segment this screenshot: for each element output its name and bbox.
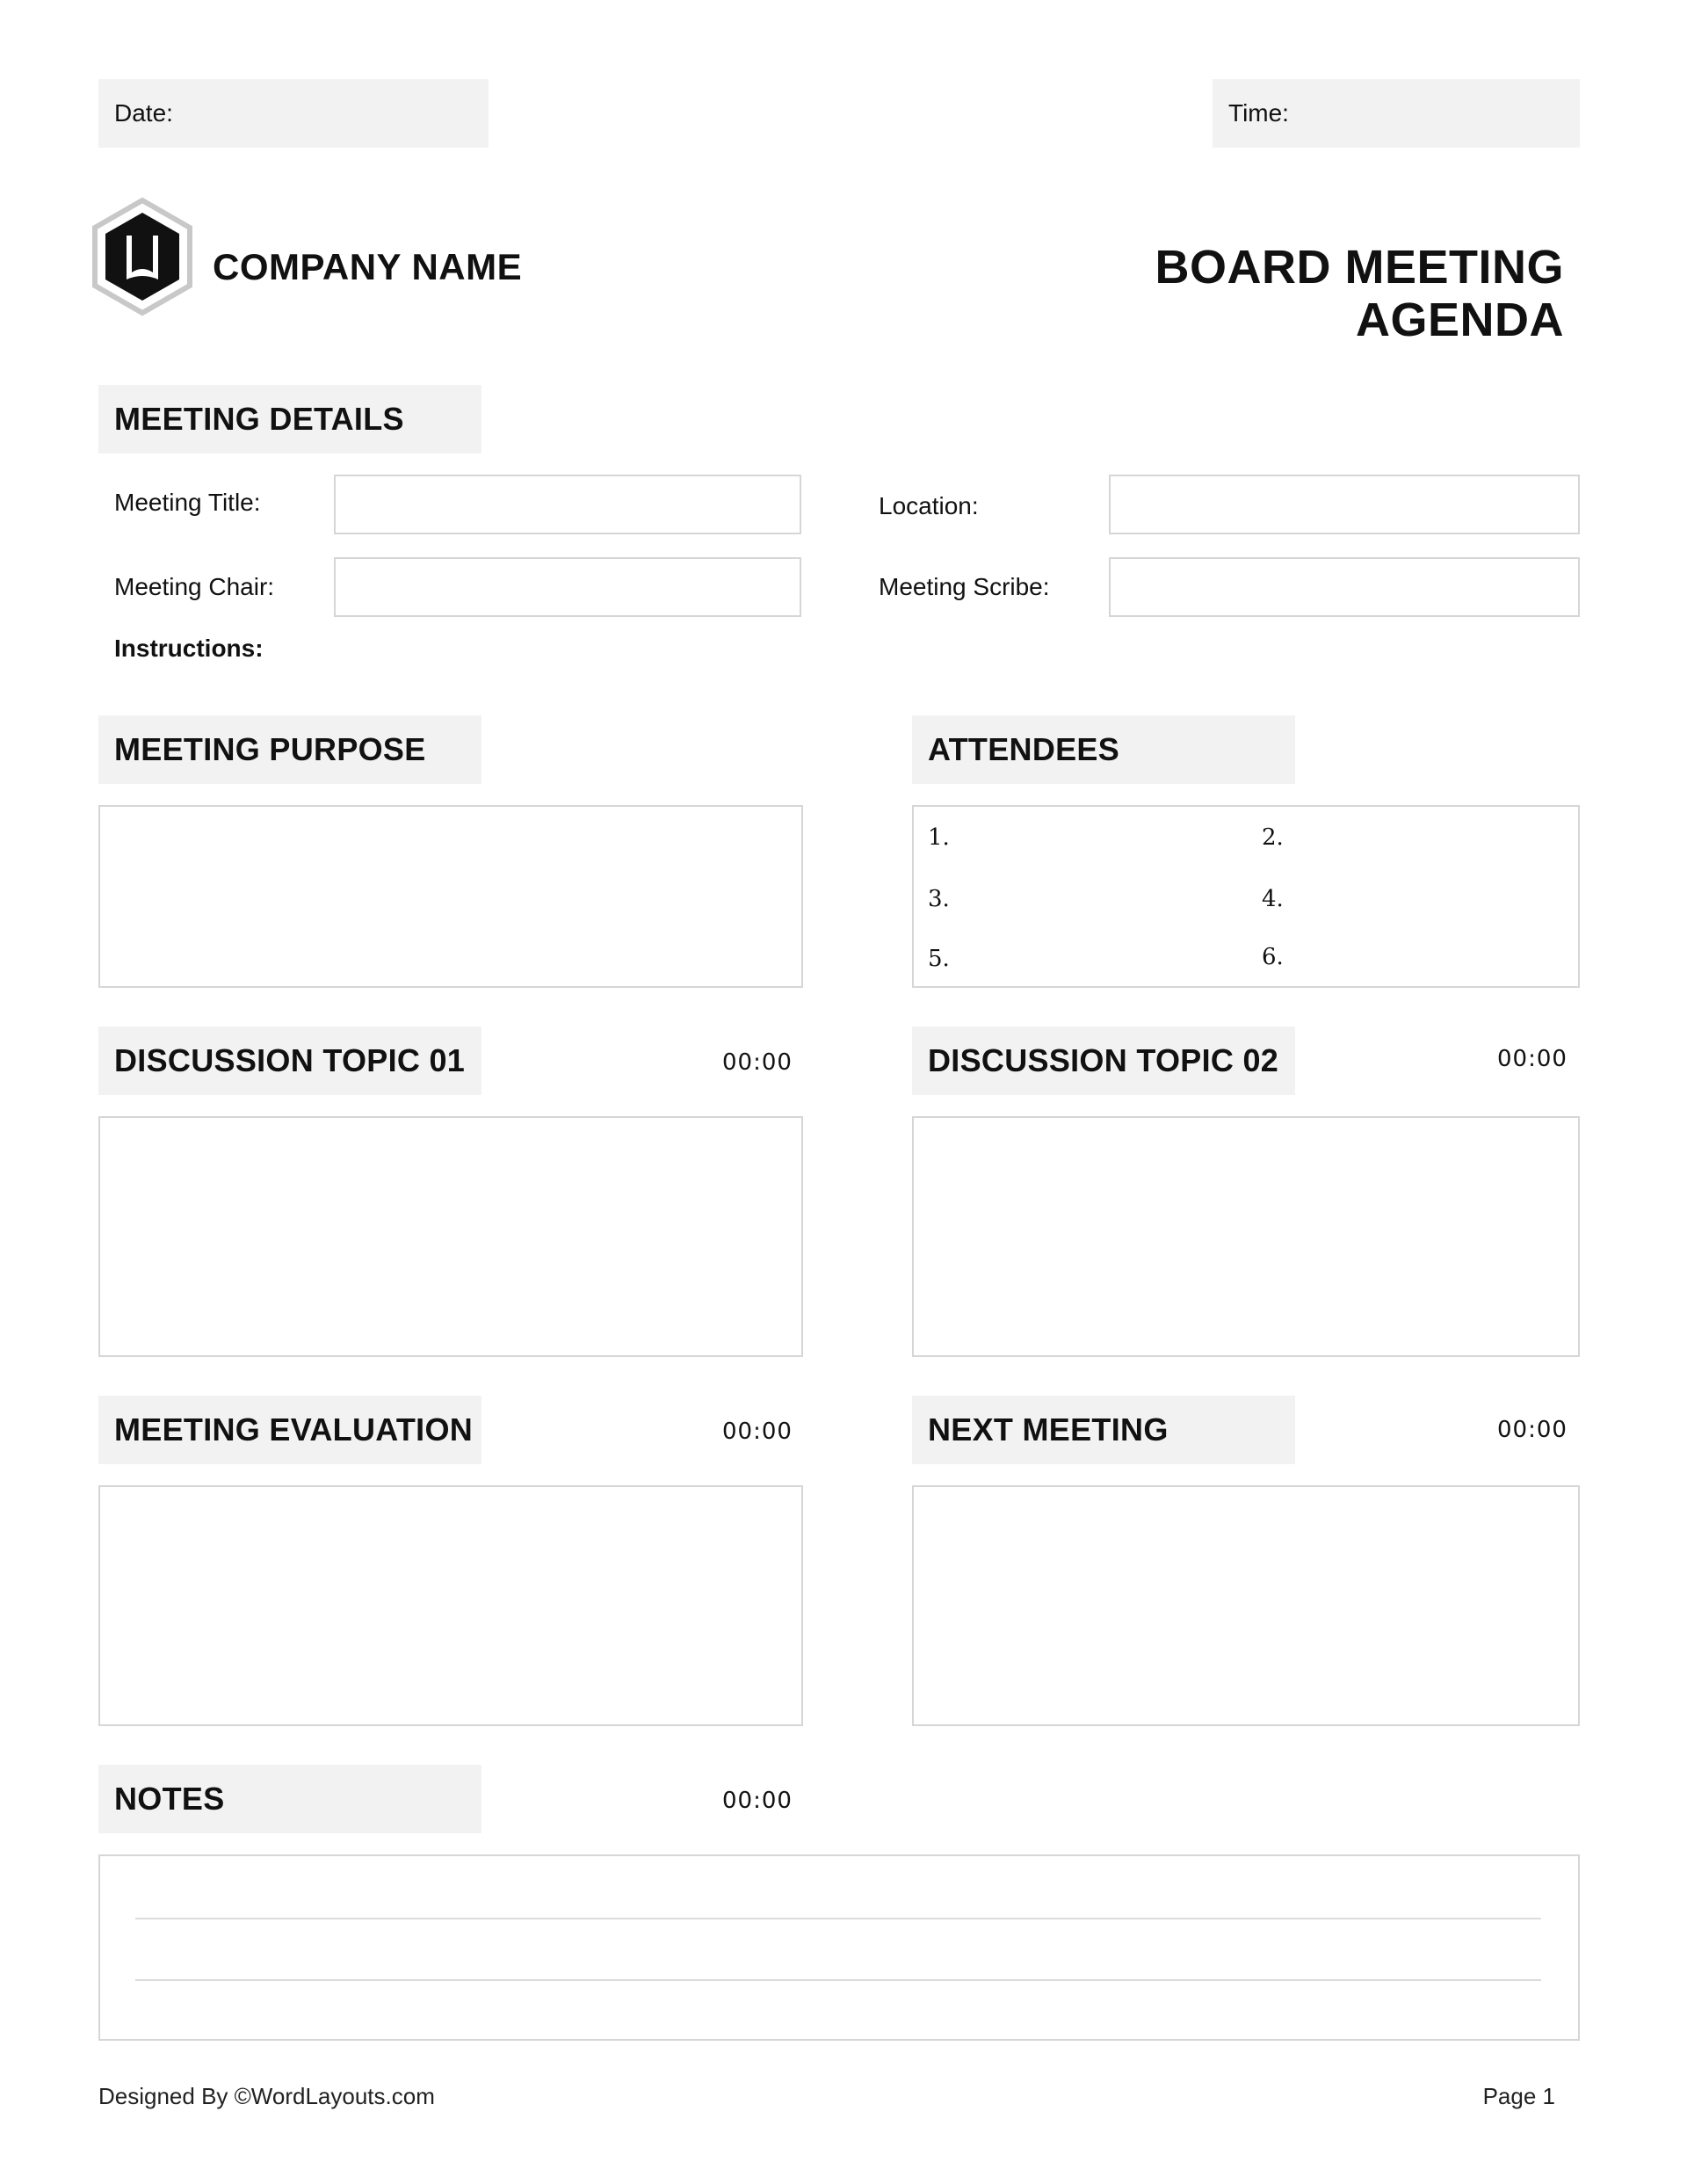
meeting-purpose-area[interactable]: [98, 805, 803, 988]
attendee-number-4: 4.: [1262, 886, 1284, 912]
instructions-label: Instructions:: [114, 635, 264, 662]
meeting-evaluation-heading: [98, 1396, 481, 1464]
attendee-number-5: 5.: [928, 946, 950, 972]
discussion-topic-01-area[interactable]: [98, 1116, 803, 1357]
discussion-topic-01-heading: [98, 1027, 481, 1095]
meeting-scribe-input[interactable]: [1109, 557, 1580, 617]
time-field[interactable]: [1213, 79, 1580, 148]
meeting-purpose-heading: [98, 715, 481, 784]
next-meeting-heading: [912, 1396, 1295, 1464]
notes-heading-text: NOTES: [114, 1781, 225, 1817]
notes-heading: [98, 1765, 481, 1833]
notes-time: 00:00: [722, 1788, 793, 1814]
hexagon-logo-icon: [88, 195, 197, 318]
notes-line-1: [135, 1918, 1541, 1919]
footer-page-number: Page 1: [1482, 2083, 1555, 2109]
next-meeting-area[interactable]: [912, 1485, 1580, 1726]
meeting-title-label: Meeting Title:: [114, 489, 261, 516]
meeting-scribe-label: Meeting Scribe:: [879, 573, 1050, 600]
footer-credit: Designed By ©WordLayouts.com: [98, 2083, 435, 2109]
meeting-purpose-heading-text: MEETING PURPOSE: [114, 731, 426, 767]
time-label: Time:: [1228, 99, 1289, 127]
location-label: Location:: [879, 492, 979, 519]
attendee-number-6: 6.: [1262, 944, 1284, 970]
next-meeting-heading-text: NEXT MEETING: [928, 1411, 1169, 1448]
discussion-topic-02-heading-text: DISCUSSION TOPIC 02: [928, 1042, 1279, 1078]
attendee-number-2: 2.: [1262, 824, 1284, 851]
meeting-chair-input[interactable]: [334, 557, 801, 617]
attendees-area[interactable]: [912, 805, 1580, 988]
date-field[interactable]: [98, 79, 489, 148]
discussion-topic-01-time: 00:00: [722, 1049, 793, 1076]
discussion-topic-02-area[interactable]: [912, 1116, 1580, 1357]
meeting-evaluation-area[interactable]: [98, 1485, 803, 1726]
location-input[interactable]: [1109, 475, 1580, 534]
meeting-title-input[interactable]: [334, 475, 801, 534]
attendee-number-1: 1.: [928, 824, 950, 851]
meeting-evaluation-heading-text: MEETING EVALUATION: [114, 1411, 474, 1448]
attendees-heading: [912, 715, 1295, 784]
date-label: Date:: [114, 99, 173, 127]
meeting-chair-label: Meeting Chair:: [114, 573, 275, 600]
notes-area[interactable]: [98, 1854, 1580, 2041]
company-name: COMPANY NAME: [213, 246, 523, 287]
notes-line-2: [135, 1979, 1541, 1981]
attendee-number-3: 3.: [928, 886, 950, 912]
discussion-topic-02-heading: [912, 1027, 1295, 1095]
meeting-details-heading-text: MEETING DETAILS: [114, 401, 404, 437]
document-title: BOARD MEETING AGENDA: [1155, 241, 1564, 346]
meeting-evaluation-time: 00:00: [722, 1419, 793, 1445]
next-meeting-time: 00:00: [1497, 1417, 1568, 1443]
attendees-heading-text: ATTENDEES: [928, 731, 1120, 767]
meeting-details-heading: [98, 385, 481, 453]
discussion-topic-01-heading-text: DISCUSSION TOPIC 01: [114, 1042, 466, 1078]
discussion-topic-02-time: 00:00: [1497, 1046, 1568, 1072]
